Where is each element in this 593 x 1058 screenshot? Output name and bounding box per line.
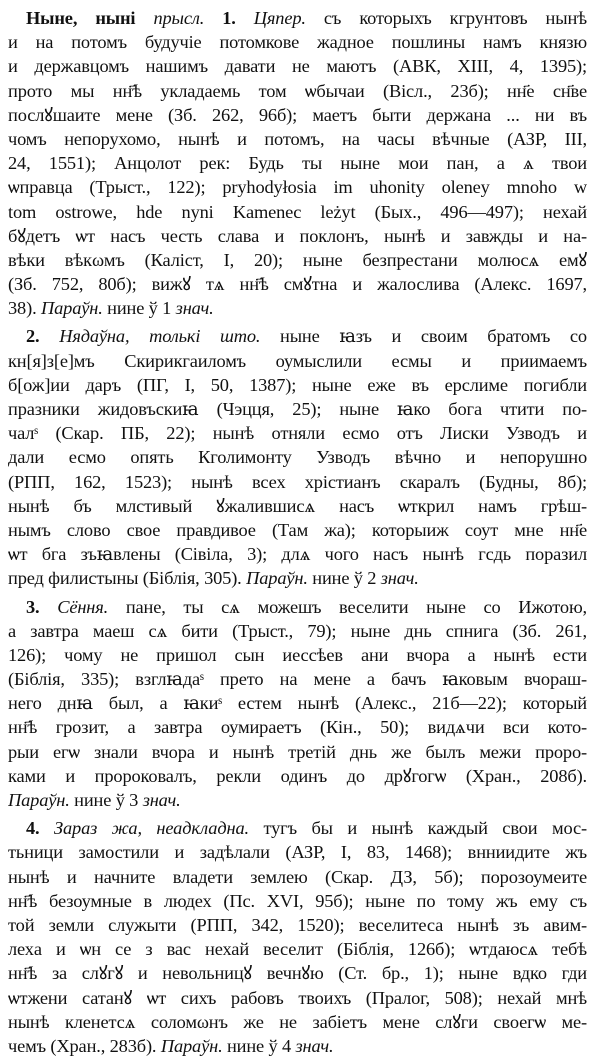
italic-text: знач. [142, 790, 181, 810]
text-run: (Біблія, 335); взглꙗдаˢ прето на мене а бачъ ꙗковым вчораш- [8, 669, 587, 690]
text-line [8, 764, 587, 788]
text-line [8, 840, 587, 864]
text-run: б[ож]ии даръ (ПГ, I, 50, 1387); ныне еже въ ерслиме погибли [8, 374, 587, 395]
text-run: пане, ты сѧ можешъ веселити ныне со Ижотою, [125, 596, 587, 617]
italic-text: Параўн. [160, 1035, 227, 1056]
text-run: tom ostrowe, hde nyni Kamenec leżyt (Бых., 496—497); нехай [8, 201, 587, 222]
text-run: нн҃ѣ безоумные в людех (Пс. XVI, 95б); ныне по тому жъ ему съ [8, 890, 587, 911]
text-run: дали есмо опять Кголимонту Узводъ вѣчно и непорушно [8, 447, 587, 468]
text-run: нине ў 3 [74, 790, 143, 810]
text-line [8, 788, 587, 812]
text-line [8, 542, 587, 566]
text-run: а завтра маеш сѧ бити (Трыст., 79); ныне днь спнига (Зб. 261, [8, 620, 587, 641]
text-line [8, 715, 587, 739]
text-line [8, 691, 587, 715]
italic-text: Сёння. [57, 596, 126, 617]
text-line [8, 373, 587, 397]
text-run: 38). [8, 298, 41, 319]
text-run: (Зб. 752, 80б); вижꙋ тѧ нн҃ѣ смꙋтна и жалослива (Алекс. 1697, [8, 274, 587, 295]
text-line [8, 248, 587, 272]
text-run: нине ў 4 [226, 1035, 296, 1056]
text-run: ныне ꙗзъ и своим братомъ со [280, 326, 587, 347]
italic-text: знач. [175, 298, 214, 319]
entry-paragraph-sense4 [8, 816, 587, 1058]
text-run: чемъ (Хран., 283б). [8, 1035, 161, 1056]
text-run: нн҃ѣ грозит, а завтра оумираетъ (Кін., 50); видѧчи вси кото- [8, 717, 587, 738]
text-run: нн҃ѣ за слꙋгꙋ и невольницꙋ вечнꙋю (Ст. бр., 1); ныне вдко гди [8, 963, 587, 984]
text-run: чомъ непорухомо, нынѣ и потомъ, на часы вѣчные (АЗР, III, [8, 128, 587, 149]
text-run: 24, 1551); Анцолот рек: Будь ты ныне мои пан, а ѧ твои [8, 153, 587, 174]
text-line [8, 397, 587, 421]
text-line [8, 595, 587, 619]
bold-text: 3. [26, 596, 58, 617]
text-run: лехa и ѡн се з вас нехай веселит (Біблія, 126б); ѡтдаюсѧ тебѣ [8, 939, 587, 960]
text-run: ѡправца (Трыст., 122); pryhodуłosia im uhonity oleney mnoho w [8, 177, 587, 198]
text-line [8, 421, 587, 445]
text-run: тугъ бы и нынѣ каждый свои мос- [263, 818, 587, 839]
italic-text: прысл. [153, 8, 223, 28]
entry-paragraph-intro [8, 6, 587, 320]
text-line [8, 445, 587, 469]
text-line [8, 937, 587, 961]
italic-text: Нядаўна, толькі што. [59, 326, 281, 347]
text-run: съ которыхъ кгрунтовъ нынѣ [323, 8, 587, 28]
text-line [8, 224, 587, 248]
text-run: 126); чому не пришол сын иессѣев ани вчора а нынѣ ести [8, 644, 587, 665]
text-line [8, 349, 587, 373]
italic-text: Параўн. [8, 790, 75, 810]
text-line [8, 518, 587, 542]
text-line [8, 54, 587, 78]
text-line [8, 175, 587, 199]
text-line [8, 30, 587, 54]
italic-text: Параўн. [40, 298, 108, 319]
bold-text: Ныне, нынi [26, 8, 154, 28]
text-run: чалˢ (Скар. ПБ, 22); нынѣ отняли есмо отъ Лиски Узводъ и [8, 423, 587, 444]
text-line [8, 619, 587, 643]
text-line [8, 6, 587, 30]
text-line [8, 151, 587, 175]
text-run: пред филистыны (Біблія, 305). [8, 568, 247, 589]
text-run: и державцомъ нашимъ давати не маютъ (АВК, XIII, 4, 1395); [8, 56, 587, 77]
text-line [8, 913, 587, 937]
text-run: и на потомъ будучiе потомкове жадное пошлины намъ князю [8, 32, 587, 53]
text-line [8, 816, 587, 840]
text-run: ками и пророковалъ, рекли одинъ до дрꙋгогѡ (Хран., 208б). [8, 765, 587, 786]
text-run: послꙋшаите мене (Зб. 262, 96б); маетъ быти держана ... ни въ [8, 104, 587, 125]
text-line [8, 1034, 587, 1058]
text-line [8, 986, 587, 1010]
text-line [8, 1010, 587, 1034]
text-run: вѣки вѣкωмъ (Каліст, I, 20); ныне безпрестани молюсѧ емꙋ [8, 249, 587, 270]
text-run: ѡтжени сатанꙋ ѡт сихъ рабовъ твоихъ (Пралог, 508); нехай мнѣ [8, 987, 587, 1008]
entry-paragraph-sense3 [8, 595, 587, 813]
text-line [8, 79, 587, 103]
text-run: ў 1 [148, 298, 176, 319]
text-run: бꙋдетъ ѡт насъ честь слава и поклонъ, нынѣ и завжды и на- [8, 225, 587, 246]
text-run: нымъ слово свое правдивое (Там жа); которыиж соут мне нн҃е [8, 519, 587, 540]
text-line [8, 470, 587, 494]
text-line [8, 643, 587, 667]
italic-text: знач. [380, 568, 419, 589]
text-run: нынѣ бъ млстивый ꙋжалившисѧ насъ ѡткрил намъ грѣш- [8, 495, 587, 516]
text-run: нине ў 2 [312, 568, 381, 589]
dictionary-entry [8, 6, 587, 1058]
text-line [8, 200, 587, 224]
text-run: той земли служыти (РПП, 342, 1520); веселитеса нынѣ зъ авим- [8, 914, 587, 935]
text-line [8, 865, 587, 889]
text-run: празники жидовъскиꙗ (Чэцця, 25); ныне ꙗко бога чтити по- [8, 399, 587, 419]
bold-text: 4. [26, 818, 55, 839]
text-line [8, 324, 587, 348]
text-run: него днꙗ был, а ꙗкиˢ естем нынѣ (Алекс., 21б—22); который [8, 693, 587, 714]
text-run: кн[я]з[е]мъ Скирикгаиломъ оумыслили есмы и приимаемъ [8, 350, 587, 371]
italic-text: Цяпер. [253, 8, 324, 28]
text-line [8, 494, 587, 518]
bold-text: 2. [26, 326, 60, 347]
text-line [8, 740, 587, 764]
text-run: прото мы нн҃ѣ укладаемь том ѡбычаи (Вісл., 23б); нн҃е сн҃ве [8, 80, 587, 101]
text-line [8, 127, 587, 151]
bold-text: 1. [222, 8, 254, 28]
text-run: тьници замостили и задѣлали (АЗР, I, 83, 1468); внниидите жъ [8, 842, 587, 863]
text-run: нынѣ кленетсѧ соломωнъ же не забiетъ мене слꙋги своегѡ ме- [8, 1011, 587, 1032]
text-run: ѡт бга зъꙗвлены (Сівіла, 3); длѧ чого насъ нынѣ гсдь поразил [8, 544, 587, 565]
text-run: нине [107, 298, 149, 319]
text-run: (РПП, 162, 1523); нынѣ всех хрістианъ скаралъ (Будны, 8б); [8, 471, 587, 492]
italic-text: знач. [295, 1035, 334, 1056]
text-line [8, 103, 587, 127]
text-run: рыи егѡ знали вчора и нынѣ третiй днь же былъ межи проро- [8, 741, 587, 762]
text-run: нынѣ и начните владети землею (Скар. ДЗ, 5б); порозоумеите [8, 866, 587, 887]
text-line [8, 667, 587, 691]
text-line [8, 272, 587, 296]
text-line [8, 961, 587, 985]
italic-text: Зараз жа, неадкладна. [54, 818, 264, 839]
italic-text: Параўн. [246, 568, 313, 589]
text-line [8, 296, 587, 320]
text-line [8, 889, 587, 913]
entry-paragraph-sense2 [8, 324, 587, 590]
text-line [8, 566, 587, 590]
